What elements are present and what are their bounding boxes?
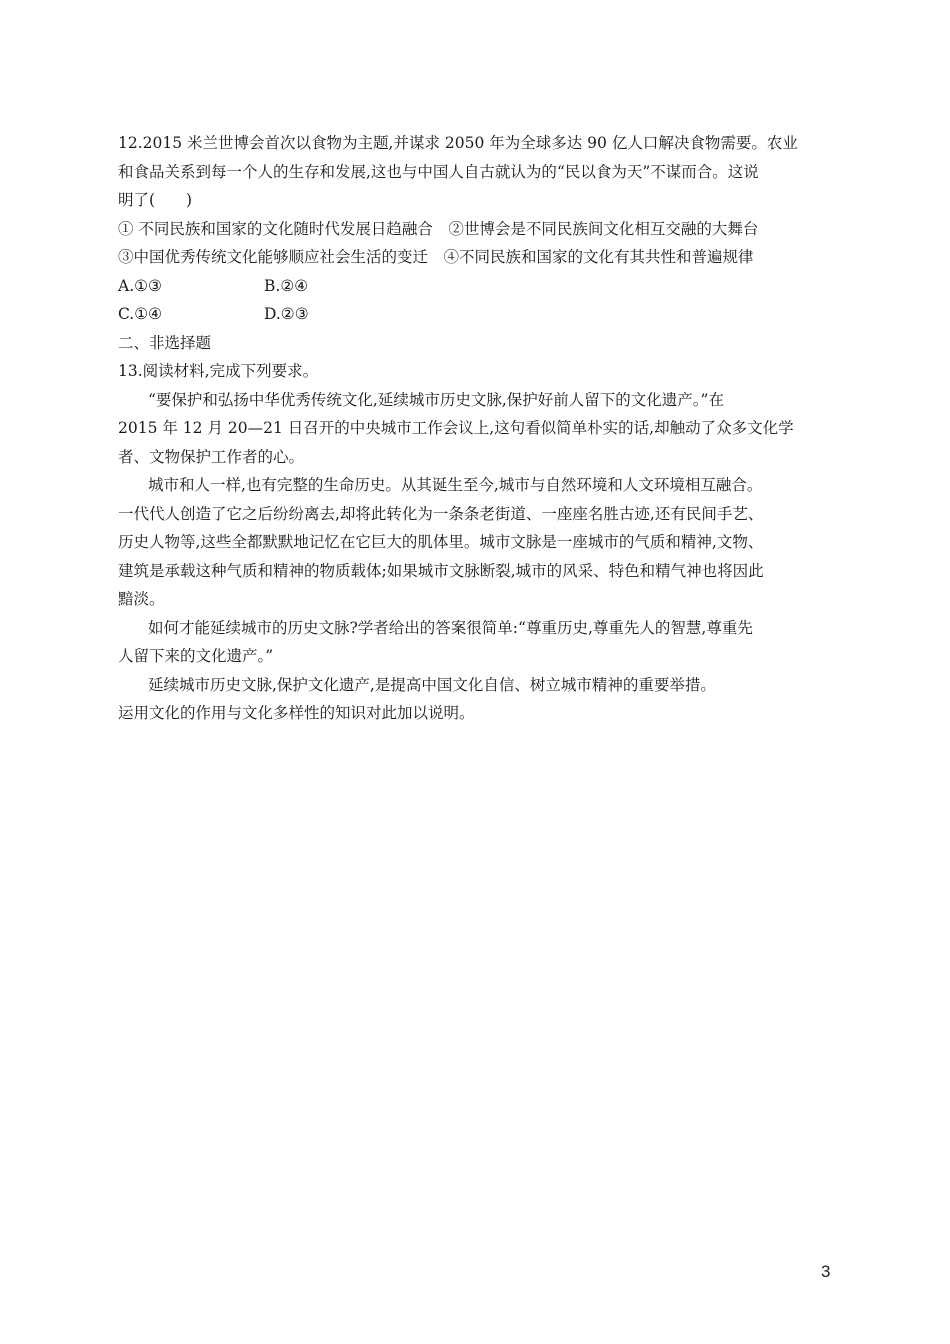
page-number: 3 [821,1262,831,1281]
paragraph-line: 2015 年 12 月 20—21 日召开的中央城市工作会议上,这句看似简单朴实的话,却触动了众多文化学 [118,419,794,437]
paragraph-line: “要保护和弘扬中华优秀传统文化,延续城市历史文脉,保护好前人留下的文化遗产。”在 [148,390,724,409]
material-paragraph-1 [118,386,836,472]
question-12-stem-line: 12.2015 米兰世博会首次以食物为主题,并谋求 2050 年为全球多达 90 亿人口解决食物需要。农业 [118,134,798,152]
paragraph-line: 建筑是承载这种气质和精神的物质载体;如果城市文脉断裂,城市的风采、特色和精气神也将因此 [118,561,764,580]
document-body [118,129,836,728]
paragraph-line: 如何才能延续城市的历史文脉?学者给出的答案很简单:“尊重历史,尊重先人的智慧,尊重先 [148,618,753,637]
question-13-task: 运用文化的作用与文化多样性的知识对此加以说明。 [118,704,475,722]
question-12-statement: ③中国优秀传统文化能够顺应社会生活的变迁 ④不同民族和国家的文化有其共性和普遍规律 [118,248,754,266]
option-c: C.①④ [118,305,163,323]
option-d: D.②③ [264,305,309,323]
question-13 [118,357,836,728]
option-b: B.②④ [264,276,309,295]
options-row-2 [118,300,836,329]
paragraph-line: 人留下来的文化遗产。” [118,647,274,665]
paragraph-line: 历史人物等,这些全都默默地记忆在它巨大的肌体里。城市文脉是一座城市的气质和精神,文物、 [118,533,764,551]
question-12-stem-line: 和食品关系到每一个人的生存和发展,这也与中国人自古就认为的“民以食为天”不谋而合。这说 [118,162,759,181]
option-a: A.①③ [118,276,162,295]
material-paragraph-2 [118,471,836,614]
material-paragraph-3 [118,614,836,671]
paragraph-line: 一代代人创造了它之后纷纷离去,却将此转化为一条条老街道、一座座名胜古迹,还有民间手艺、 [118,504,764,523]
material-paragraph-4: 延续城市历史文脉,保护文化遗产,是提高中国文化自信、树立城市精神的重要举措。 [148,675,716,694]
question-12 [118,129,836,329]
question-12-stem-line: 明了( ) [118,191,193,209]
paragraph-line: 者、文物保护工作者的心。 [118,447,305,466]
options-row-1 [118,272,836,301]
question-13-prompt: 13.阅读材料,完成下列要求。 [118,362,319,380]
section-heading: 二、非选择题 [118,333,212,352]
question-12-statement: ① 不同民族和国家的文化随时代发展日趋融合 ②世博会是不同民族间文化相互交融的大舞台 [118,219,759,238]
paragraph-line: 城市和人一样,也有完整的生命历史。从其诞生至今,城市与自然环境和人文环境相互融合。 [148,476,763,494]
paragraph-line: 黯淡。 [118,590,165,608]
